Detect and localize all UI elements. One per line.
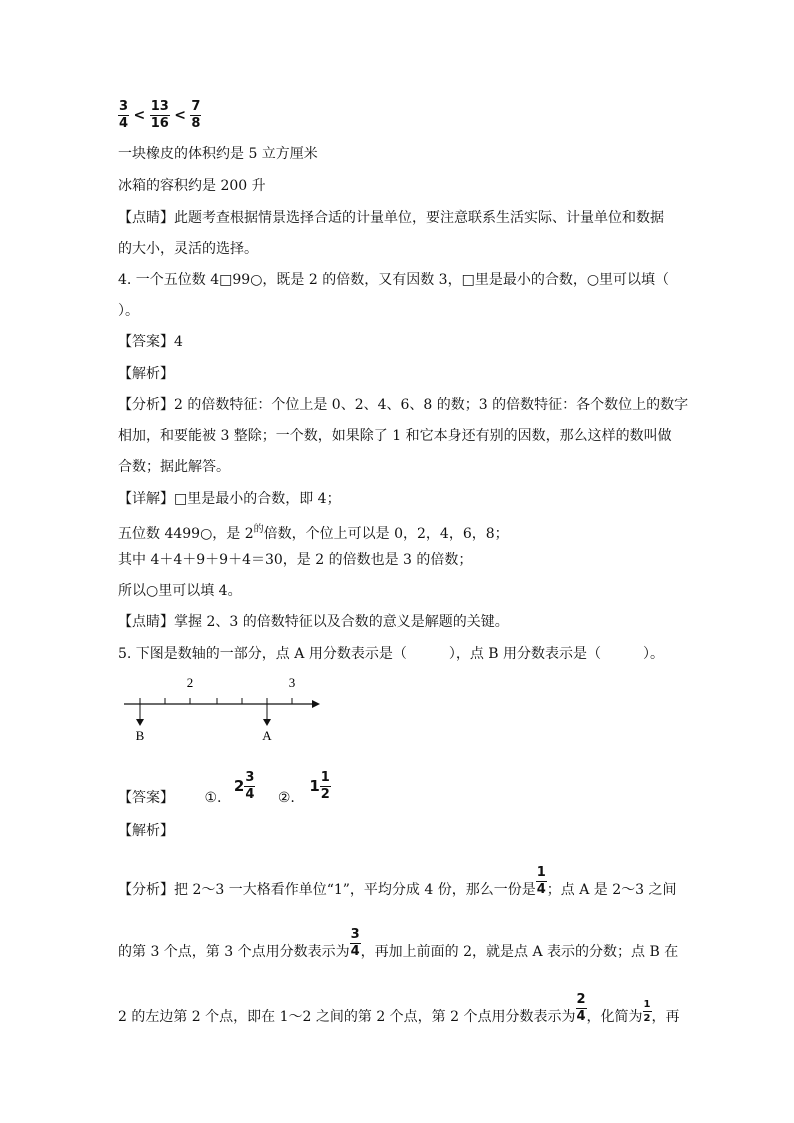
tick-label-2: 2: [186, 675, 194, 690]
number-line-figure: [120, 668, 330, 744]
answer-4: 【答案】4: [118, 334, 183, 350]
fraction-13-16: $\frac{13}{16}$: [150, 99, 169, 131]
xiangjie-4: 【详解】□里是最小的合数，即 4；: [118, 491, 341, 507]
less-than-sign: <: [133, 107, 146, 124]
fraction-1-4: $\frac{1}{4}$: [536, 865, 546, 897]
fraction-3-4: $\frac{3}{4}$: [119, 99, 129, 131]
fenxi-4-cont: 相加，和要能被 3 整除；一个数，如果除了 1 和它本身还有别的因数，那么这样的数叫做: [118, 428, 672, 444]
conclusion-line: 所以○里可以填 4。: [118, 583, 242, 599]
arrow-right-icon: [312, 700, 320, 708]
dianjing-3: 【点睛】此题考查根据情景选择合适的计量单位，要注意联系生活实际、计量单位和数据: [118, 210, 664, 226]
text-line: 冰箱的容积约是 200 升: [118, 178, 266, 194]
tick-label-3: 3: [288, 675, 296, 690]
fraction-1-2: $\frac{1}{2}$: [320, 769, 330, 802]
point-a-label: A: [262, 728, 272, 743]
fraction-1-2: $\frac{1}{2}$: [643, 999, 651, 1024]
question-4-cont: ）。: [118, 303, 139, 319]
fenxi-5: 【分析】把 2～3 一大格看作单位“1”，平均分成 4 份，那么一份是 $\frac{1}{4}$ ；点 A 是 2～3 之间: [118, 865, 677, 898]
question-4: 4. 一个五位数 4□99○，既是 2 的倍数，又有因数 3，□里是最小的合数，○里可以填（: [118, 272, 670, 288]
less-than-sign: <: [174, 107, 186, 124]
fraction-2-4: $\frac{2}{4}$: [576, 992, 586, 1024]
fenxi-4-cont: 合数；据此解答。: [118, 459, 230, 475]
dianjing-4: 【点睛】掌握 2、3 的倍数特征以及合数的意义是解题的关键。: [118, 614, 509, 630]
point-b-label: B: [135, 728, 145, 743]
fraction-7-8: $\frac{7}{8}$: [191, 99, 201, 131]
fraction-3-4: $\frac{3}{4}$: [350, 927, 360, 959]
fenxi-5-cont: 2 的左边第 2 个点，即在 1～2 之间的第 2 个点，第 2 个点用分数表示为 $\frac{2}{4}$ ，化简为 $\frac{1}{2}$ ，再: [118, 992, 680, 1025]
arrow-down-icon: [263, 719, 271, 726]
fraction-inequality: [118, 100, 201, 131]
arrow-down-icon: [136, 719, 144, 726]
analysis-4-heading: 【解析】: [118, 366, 174, 382]
fraction-3-4: $\frac{3}{4}$: [245, 769, 255, 802]
answer-5: 【答案】 ①. 2 $\frac{3}{4}$ ②. 1 $\frac{1}{2}$: [118, 769, 330, 806]
sum-line: 其中 4＋4＋9＋9＋4＝30，是 2 的倍数也是 3 的倍数；: [118, 552, 473, 568]
analysis-5-heading: 【解析】: [118, 823, 174, 839]
dianjing-3-cont: 的大小，灵活的选择。: [118, 241, 258, 257]
five-digit-line: 五位数 4499○，是 $2^的$倍数，个位上可以是 0，2，4，6，8；: [118, 524, 509, 542]
text-line: 一块橡皮的体积约是 5 立方厘米: [118, 146, 318, 162]
fenxi-5-cont: 的第 3 个点，第 3 个点用分数表示为 $\frac{3}{4}$ ，再加上前面的 2，就是点 A 表示的分数；点 B 在: [118, 927, 679, 960]
question-5: 5. 下图是数轴的一部分，点 A 用分数表示是（ ），点 B 用分数表示是（ ）。: [118, 646, 665, 662]
fenxi-4: 【分析】2 的倍数特征：个位上是 0、2、4、6、8 的数；3 的倍数特征：各个数位上的数字: [118, 397, 689, 413]
